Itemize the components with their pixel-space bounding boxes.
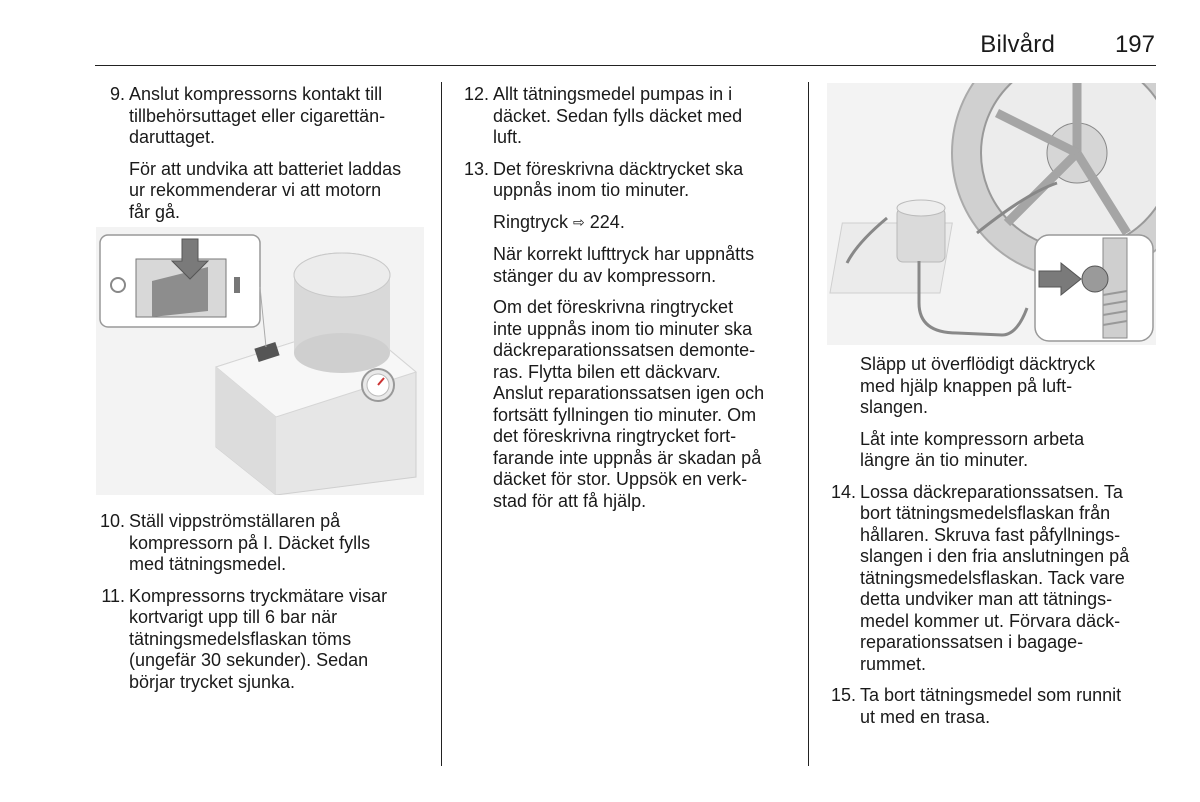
text-line: stänger du av kompressorn. bbox=[493, 265, 717, 286]
step-15 bbox=[827, 685, 1162, 728]
text-line: daruttaget. bbox=[129, 127, 216, 147]
text-line: Ställ vippströmställaren på bbox=[129, 511, 341, 531]
text-line: tätningsmedelsflaskan töms bbox=[129, 628, 352, 649]
step-number: 13. bbox=[463, 158, 489, 179]
text-line: ur rekommenderar vi att motorn bbox=[129, 180, 382, 200]
step-number: 14. bbox=[830, 481, 856, 502]
text-line: farande inte uppnås är skadan på bbox=[493, 447, 762, 468]
text-line: reparationssatsen i bagage- bbox=[860, 632, 1084, 652]
tyre-illustration-svg bbox=[827, 83, 1156, 345]
text-line: får gå. bbox=[129, 201, 181, 222]
text-line: För att undvika att batteriet laddas bbox=[129, 158, 402, 179]
compressor-switch-illustration bbox=[96, 227, 424, 495]
text-line: Släpp ut överflödigt däcktryck bbox=[860, 354, 1096, 374]
text-line: uppnås inom tio minuter. bbox=[493, 180, 690, 200]
note-release-pressure bbox=[827, 354, 1162, 419]
text-line: ras. Flytta bilen ett däckvarv. bbox=[493, 361, 721, 382]
text-line: Kompressorns tryckmätare visar bbox=[129, 585, 388, 606]
column-divider bbox=[441, 82, 442, 766]
reference-page: 224. bbox=[589, 211, 625, 232]
text-line: hållaren. Skruva fast påfyllnings- bbox=[860, 524, 1121, 545]
text-line: Allt tätningsmedel pumpas in i bbox=[493, 84, 733, 104]
section-title: Bilvård bbox=[980, 31, 1055, 58]
step-13-note-2 bbox=[460, 297, 800, 512]
text-line: kortvarigt upp till 6 bar när bbox=[129, 607, 338, 627]
step-number: 15. bbox=[830, 685, 856, 705]
step-11 bbox=[96, 586, 431, 694]
text-line: det föreskrivna ringtrycket fort- bbox=[493, 426, 737, 446]
text-line: tätningsmedelsflaskan. Tack vare bbox=[860, 567, 1125, 588]
column-2 bbox=[460, 84, 800, 522]
text-line: kompressorn på I. Däcket fylls bbox=[129, 532, 371, 553]
text-line: slangen i den fria anslutningen på bbox=[860, 546, 1130, 566]
text-line: däcket för stor. Uppsök en verk- bbox=[493, 469, 748, 489]
text-line: stad för att få hjälp. bbox=[493, 490, 647, 511]
step-number: 12. bbox=[463, 84, 489, 104]
text-line: slangen. bbox=[860, 397, 929, 417]
text-line: Lossa däckreparationssatsen. Ta bbox=[860, 481, 1123, 502]
column-1-lower bbox=[96, 511, 431, 703]
text-line: med hjälp knappen på luft- bbox=[860, 375, 1073, 396]
text-line: Låt inte kompressorn arbeta bbox=[860, 428, 1085, 449]
column-3 bbox=[827, 354, 1162, 738]
step-14 bbox=[827, 482, 1162, 676]
text-line: luft. bbox=[493, 127, 523, 147]
page-number: 197 bbox=[1114, 31, 1155, 58]
step-12 bbox=[460, 84, 800, 149]
step-9-note bbox=[96, 159, 431, 224]
step-10 bbox=[96, 511, 431, 576]
text-line: Ta bort tätningsmedel som runnit bbox=[860, 685, 1122, 705]
reference-label: Ringtryck bbox=[493, 211, 569, 232]
text-line: Anslut reparationssatsen igen och bbox=[493, 383, 765, 403]
text-line: Om det föreskrivna ringtrycket bbox=[493, 297, 734, 317]
column-divider bbox=[808, 82, 809, 766]
step-13 bbox=[460, 159, 800, 202]
text-line: ut med en trasa. bbox=[860, 706, 991, 727]
compressor-illustration-svg bbox=[96, 227, 424, 495]
text-line: (ungefär 30 sekunder). Sedan bbox=[129, 650, 369, 670]
text-line: längre än tio minuter. bbox=[860, 450, 1029, 470]
page-reference-arrow-icon: ⇨ bbox=[573, 214, 585, 231]
text-line: medel kommer ut. Förvara däck- bbox=[860, 610, 1121, 631]
step-13-note-1 bbox=[460, 244, 800, 287]
tyre-valve-illustration bbox=[827, 83, 1156, 345]
text-line: rummet. bbox=[860, 653, 927, 674]
text-line: fortsätt fyllningen tio minuter. Om bbox=[493, 404, 757, 425]
text-line: däckreparationssatsen demonte- bbox=[493, 340, 756, 360]
text-line: detta undviker man att tätnings- bbox=[860, 589, 1113, 609]
column-1 bbox=[96, 84, 431, 233]
step-number: 11. bbox=[101, 585, 125, 606]
text-line: När korrekt lufttryck har uppnåtts bbox=[493, 244, 755, 264]
text-line: Anslut kompressorns kontakt till bbox=[129, 84, 383, 104]
text-line: tillbehörsuttaget eller cigarettän- bbox=[129, 105, 386, 126]
step-9 bbox=[96, 84, 431, 149]
step-number: 10. bbox=[99, 511, 125, 531]
text-line: börjar trycket sjunka. bbox=[129, 671, 296, 692]
text-line: Det föreskrivna däcktrycket ska bbox=[493, 158, 744, 179]
text-line: inte uppnås inom tio minuter ska bbox=[493, 318, 753, 339]
text-line: med tätningsmedel. bbox=[129, 554, 287, 574]
note-compressor-limit bbox=[827, 429, 1162, 472]
text-line: bort tätningsmedelsflaskan från bbox=[860, 503, 1111, 523]
header-rule bbox=[95, 65, 1156, 66]
page-reference bbox=[460, 212, 800, 235]
step-number: 9. bbox=[109, 84, 125, 104]
text-line: däcket. Sedan fylls däcket med bbox=[493, 105, 743, 126]
